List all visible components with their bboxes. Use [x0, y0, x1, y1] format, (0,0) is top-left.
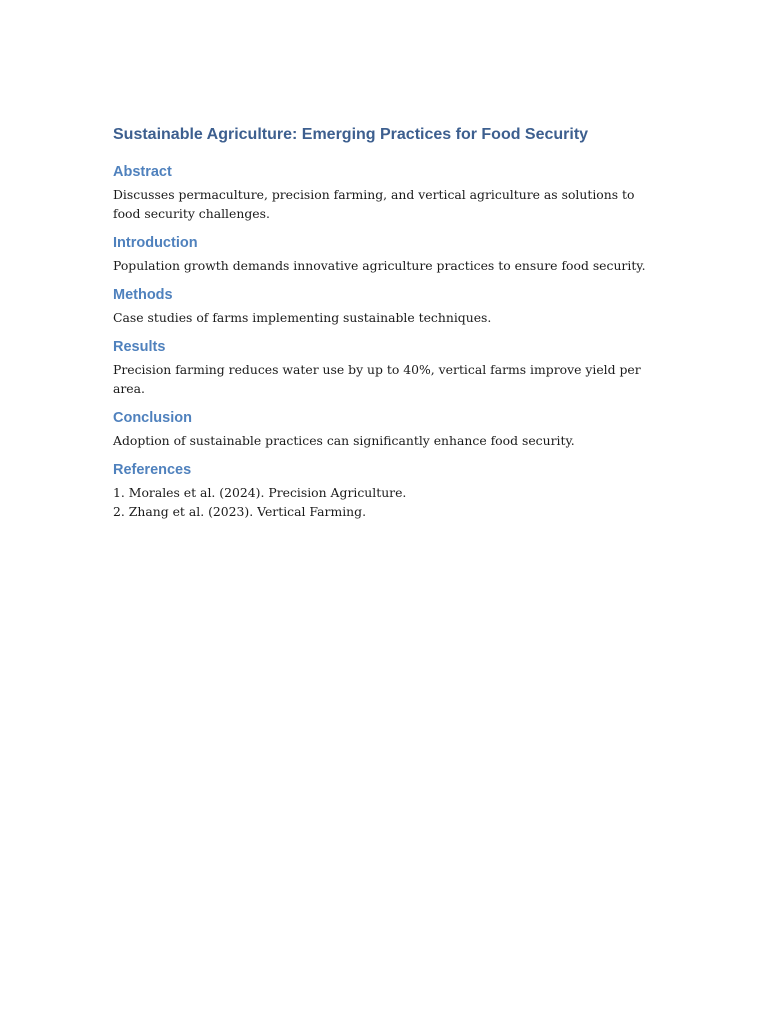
section-heading-conclusion: Conclusion — [113, 410, 192, 426]
section-text-results: Precision farming reduces water use by up to 40%, vertical farms improve yield per area. — [113, 362, 641, 396]
document-title: Sustainable Agriculture: Emerging Practices for Food Security — [113, 126, 589, 143]
section-abstract — [113, 162, 658, 223]
section-heading-abstract: Abstract — [113, 164, 172, 180]
document-content — [113, 124, 658, 531]
section-text-conclusion: Adoption of sustainable practices can significantly enhance food security. — [113, 433, 575, 448]
section-heading-references: References — [113, 462, 192, 478]
section-results — [113, 337, 658, 398]
section-text-methods: Case studies of farms implementing sustainable techniques. — [113, 310, 492, 325]
section-heading-results: Results — [113, 339, 166, 355]
section-heading-introduction: Introduction — [113, 235, 198, 251]
section-references — [113, 460, 658, 521]
section-text-introduction: Population growth demands innovative agriculture practices to ensure food security. — [113, 258, 646, 273]
reference-list — [113, 483, 658, 521]
section-conclusion — [113, 408, 658, 450]
section-text-abstract: Discusses permaculture, precision farming, and vertical agriculture as solutions to food security challenges. — [113, 187, 635, 221]
section-introduction — [113, 233, 658, 275]
section-methods — [113, 285, 658, 327]
reference-item: 1. Morales et al. (2024). Precision Agriculture. — [113, 485, 407, 500]
section-heading-methods: Methods — [113, 287, 173, 303]
reference-item: 2. Zhang et al. (2023). Vertical Farming. — [113, 504, 367, 519]
